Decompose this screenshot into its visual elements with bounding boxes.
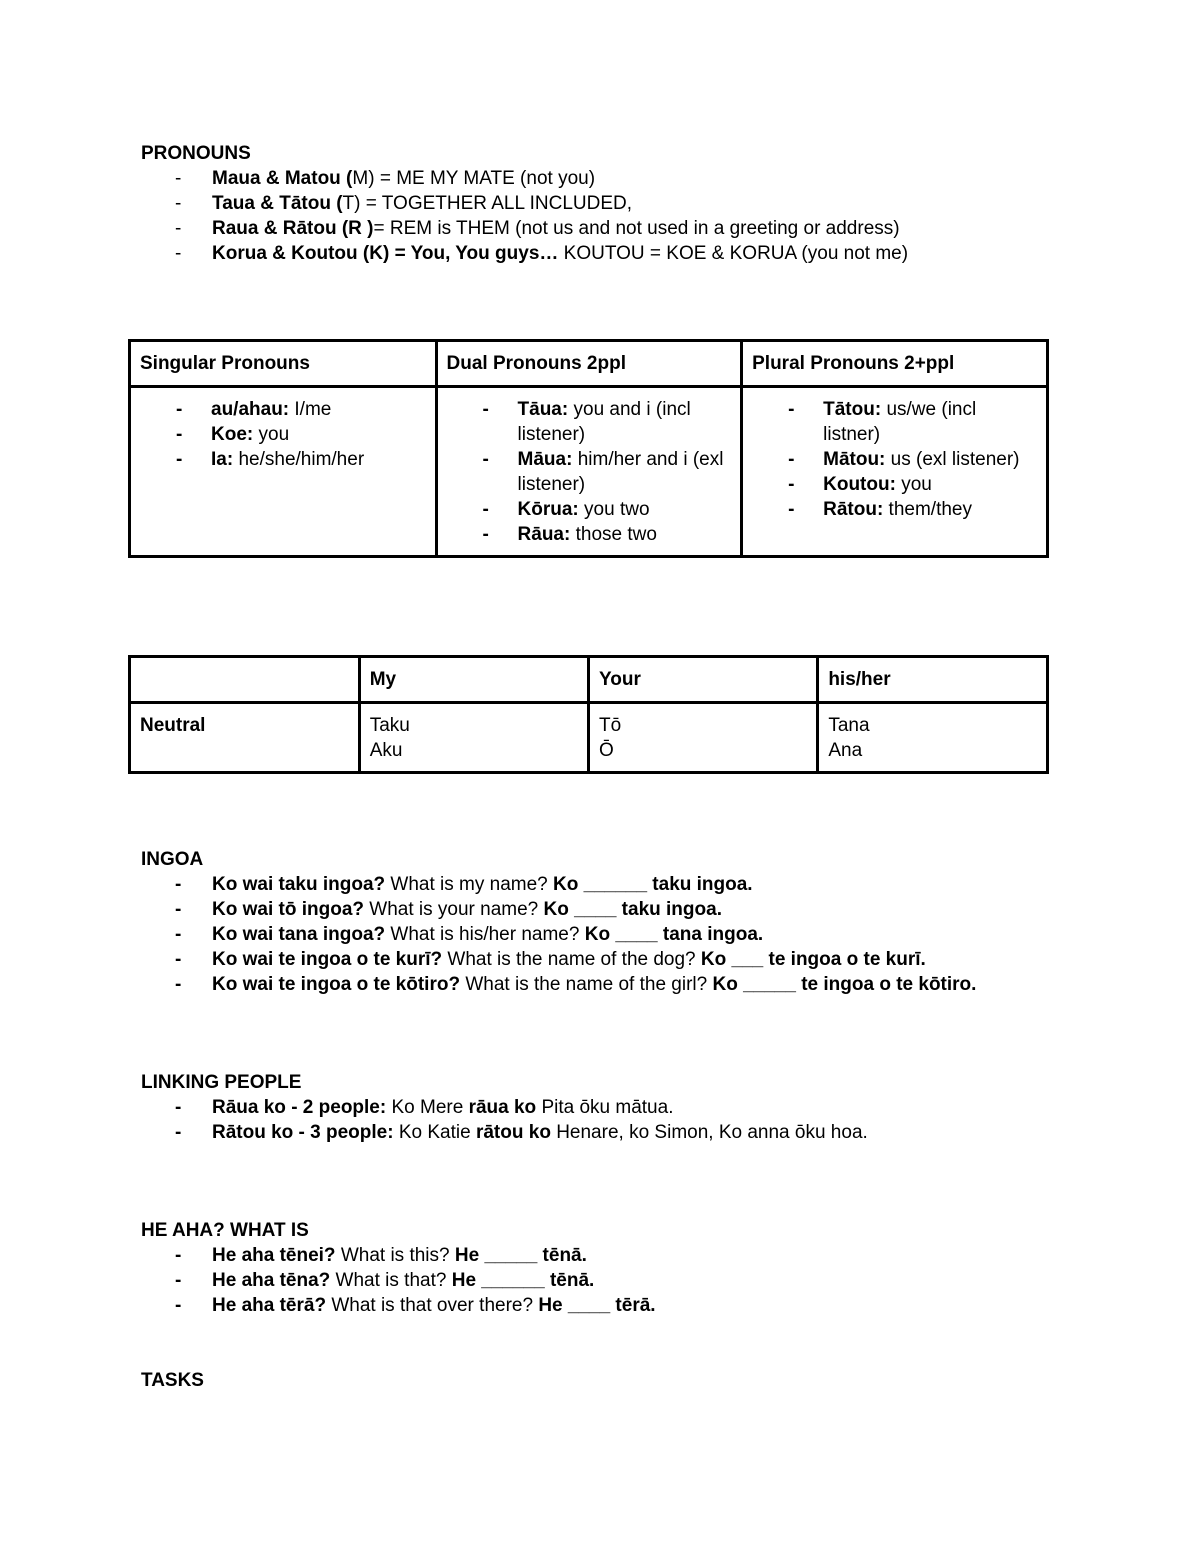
- list-item: [447, 447, 732, 497]
- list-item: [141, 972, 992, 997]
- table-header: Dual Pronouns 2ppl: [436, 341, 742, 387]
- answer: He ______ tēnā.: [451, 1270, 595, 1291]
- list-item: [140, 397, 426, 422]
- text: Ko Mere: [386, 1097, 469, 1118]
- english: What is the name of the girl?: [460, 974, 713, 995]
- question: He aha tērā?: [212, 1295, 327, 1316]
- pronoun-term: Māua:: [517, 449, 573, 470]
- text: Ko Katie: [393, 1122, 476, 1143]
- word: Tana: [828, 715, 870, 736]
- question: Ko wai te ingoa o te kōtiro?: [212, 974, 461, 995]
- term: Rātou ko - 3 people:: [212, 1122, 394, 1143]
- pronoun-term: Koe:: [211, 424, 254, 445]
- list-item: [141, 872, 1041, 897]
- list-item: [141, 947, 1041, 972]
- english: What is my name?: [385, 874, 554, 895]
- pronoun-def: you: [895, 474, 932, 495]
- pronoun-term: Korua & Koutou (K) = You, You guys…: [212, 243, 559, 264]
- answer: Ko ____ tana ingoa.: [584, 924, 764, 945]
- heaha-list: [141, 1243, 1041, 1318]
- tasks-heading: TASKS: [141, 1370, 204, 1391]
- list-item: [141, 1268, 1041, 1293]
- table-header: Plural Pronouns 2+ppl: [742, 341, 1048, 387]
- list-item: [141, 897, 1041, 922]
- row-label: Neutral: [130, 703, 360, 773]
- pronoun-def: him/her and i (exl listener): [517, 449, 724, 495]
- pronoun-term: Raua & Rātou (R ): [212, 218, 374, 239]
- possessive-table: [128, 655, 1049, 774]
- word: Tō: [599, 715, 622, 736]
- pronoun-table: [128, 339, 1049, 558]
- pronoun-def: us/we (incl listner): [823, 399, 977, 445]
- list-item: [141, 241, 1041, 266]
- word: Ana: [828, 740, 863, 761]
- table-header: Your: [589, 657, 818, 703]
- english: What is your name?: [364, 899, 544, 920]
- pronoun-desc: = REM is THEM (not us and not used in a greeting or address): [373, 218, 900, 239]
- list-item: [141, 216, 1041, 241]
- pronoun-def: us (exl listener): [885, 449, 1020, 470]
- ingoa-heading: INGOA: [141, 849, 204, 870]
- singular-cell: [130, 387, 437, 557]
- dual-cell: [436, 387, 742, 557]
- question: Ko wai taku ingoa?: [212, 874, 386, 895]
- linking-heading: LINKING PEOPLE: [141, 1072, 302, 1093]
- list-item: [141, 1293, 1041, 1318]
- question: He aha tēnei?: [212, 1245, 336, 1266]
- english: What is his/her name?: [385, 924, 585, 945]
- pronoun-desc: KOUTOU = KOE & KORUA (you not me): [558, 243, 909, 264]
- his-her-cell: [818, 703, 1048, 773]
- pronoun-def: I/me: [289, 399, 332, 420]
- pronoun-term: Maua & Matou (: [212, 168, 353, 189]
- answer: Ko ____ taku ingoa.: [543, 899, 722, 920]
- list-item: [140, 447, 426, 472]
- answer: Ko ______ taku ingoa.: [553, 874, 753, 895]
- list-item: [141, 166, 1041, 191]
- pronoun-term: Kōrua:: [517, 499, 579, 520]
- question: Ko wai tō ingoa?: [212, 899, 364, 920]
- text: Pita ōku mātua.: [536, 1097, 674, 1118]
- answer: Ko _____ te ingoa o te kōtiro.: [712, 974, 977, 995]
- your-cell: [589, 703, 818, 773]
- list-item: [447, 397, 732, 447]
- pronoun-term: Rātou:: [823, 499, 884, 520]
- pronouns-list: [141, 166, 1041, 266]
- term: rātou ko: [475, 1122, 551, 1143]
- list-item: [447, 497, 732, 522]
- table-header: Singular Pronouns: [130, 341, 437, 387]
- english: What is that?: [330, 1270, 452, 1291]
- pronoun-term: Mātou:: [823, 449, 886, 470]
- my-cell: [359, 703, 588, 773]
- pronoun-term: Rāua:: [517, 524, 571, 545]
- answer: Ko ___ te ingoa o te kurī.: [700, 949, 926, 970]
- text: Henare, ko Simon, Ko anna ōku hoa.: [550, 1122, 868, 1143]
- table-header-empty: [130, 657, 360, 703]
- list-item: [447, 522, 732, 547]
- list-item: [752, 447, 1037, 472]
- question: Ko wai te ingoa o te kurī?: [212, 949, 443, 970]
- list-item: [140, 422, 426, 447]
- list-item: [141, 922, 1041, 947]
- plural-cell: [742, 387, 1048, 557]
- pronoun-def: them/they: [883, 499, 972, 520]
- list-item: [141, 191, 1041, 216]
- table-header: My: [359, 657, 588, 703]
- pronoun-term: Tātou:: [823, 399, 882, 420]
- pronouns-heading: PRONOUNS: [141, 143, 251, 164]
- list-item: [752, 497, 1037, 522]
- list-item: [752, 472, 1037, 497]
- table-header: his/her: [818, 657, 1048, 703]
- list-item: [752, 397, 1037, 447]
- english: What is that over there?: [326, 1295, 539, 1316]
- list-item: [141, 1120, 1041, 1145]
- term: Rāua ko - 2 people:: [212, 1097, 387, 1118]
- term: rāua ko: [468, 1097, 537, 1118]
- pronoun-def: he/she/him/her: [233, 449, 365, 470]
- pronoun-def: you two: [578, 499, 650, 520]
- pronoun-term: Koutou:: [823, 474, 896, 495]
- pronoun-desc: M) = ME MY MATE (not you): [352, 168, 596, 189]
- answer: He _____ tēnā.: [454, 1245, 587, 1266]
- pronoun-term: Ia:: [211, 449, 234, 470]
- pronoun-def: those two: [570, 524, 657, 545]
- pronoun-desc: T) = TOGETHER ALL INCLUDED,: [342, 193, 633, 214]
- pronoun-def: you: [253, 424, 290, 445]
- heaha-heading: HE AHA? WHAT IS: [141, 1220, 309, 1241]
- question: He aha tēna?: [212, 1270, 331, 1291]
- pronoun-term: au/ahau:: [211, 399, 290, 420]
- linking-list: [141, 1095, 1041, 1145]
- word: Ō: [599, 740, 614, 761]
- english: What is this?: [335, 1245, 455, 1266]
- pronoun-def: you and i (incl listener): [517, 399, 691, 445]
- pronoun-term: Taua & Tātou (: [212, 193, 343, 214]
- english: What is the name of the dog?: [442, 949, 701, 970]
- word: Taku: [369, 715, 410, 736]
- list-item: [141, 1243, 1041, 1268]
- ingoa-list: [141, 872, 1041, 997]
- word: Aku: [369, 740, 403, 761]
- pronoun-term: Tāua:: [517, 399, 569, 420]
- list-item: [141, 1095, 1041, 1120]
- question: Ko wai tana ingoa?: [212, 924, 386, 945]
- answer: He ____ tērā.: [538, 1295, 656, 1316]
